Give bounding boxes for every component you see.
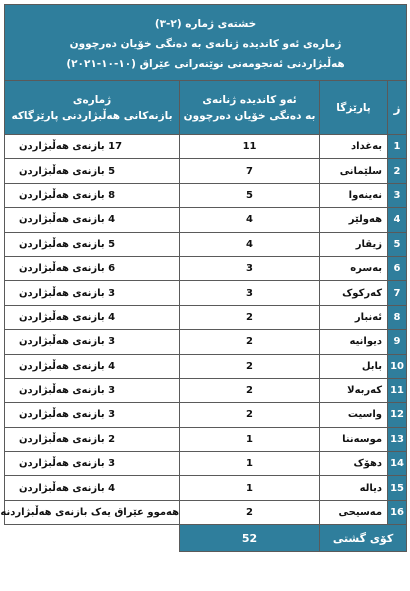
row-candidates: 5 [180,183,320,207]
row-index: 9 [388,330,407,354]
row-index: 13 [388,427,407,451]
row-candidates: 2 [180,500,320,524]
row-districts [5,403,180,427]
row-index: 8 [388,305,407,329]
row-districts [5,183,180,207]
table-row [5,354,407,378]
column-header-districts [5,81,180,135]
table-row [5,500,407,524]
row-index: 15 [388,476,407,500]
row-candidates: 3 [180,256,320,280]
row-index: 6 [388,256,407,280]
row-index: 12 [388,403,407,427]
row-province: موسەننا [320,427,388,451]
row-index: 11 [388,378,407,402]
row-province: بەغداد [320,135,388,159]
row-candidates: 1 [180,452,320,476]
row-candidates: 1 [180,427,320,451]
row-districts-text: 4 بازنەی هەڵبژاردن [19,482,116,494]
row-candidates: 2 [180,378,320,402]
table-row [5,476,407,500]
districts-header-line-2: بازنەکانی هەڵبژاردنی پارێزگاکە [11,109,173,122]
table-body [0,135,407,525]
row-index: 2 [388,159,407,183]
table-row [5,330,407,354]
row-index: 10 [388,354,407,378]
table-row [5,427,407,451]
row-districts [5,330,180,354]
row-candidates: 7 [180,159,320,183]
row-candidates: 2 [180,330,320,354]
row-candidates: 2 [180,354,320,378]
row-province: سلێمانی [320,159,388,183]
row-province: دهۆک [320,452,388,476]
table-row [5,305,407,329]
total-label: کۆی گشتی [320,525,407,552]
table-row [5,232,407,256]
table-row [5,135,407,159]
row-index: 14 [388,452,407,476]
total-blank-cell [5,525,180,552]
row-districts-text: هەموو عێراق یەک بازنەی هەڵبژاردنە [0,507,180,519]
row-districts [5,135,180,159]
row-province: مەسیحی [320,500,388,524]
row-province: دیوانیە [320,330,388,354]
row-candidates: 4 [180,208,320,232]
row-districts [5,159,180,183]
column-header-index: ز [388,81,407,135]
table-row [5,159,407,183]
row-districts-text: 6 بازنەی هەڵبژاردن [19,263,116,275]
row-districts-text: 4 بازنەی هەڵبژاردن [19,360,116,372]
districts-header-line-1: ژمارەی [72,93,112,106]
row-districts-text: 4 بازنەی هەڵبژاردن [19,311,116,323]
row-index: 1 [388,135,407,159]
row-districts-text: 8 بازنەی هەڵبژاردن [19,189,116,201]
table-wrapper [0,4,406,552]
row-districts [0,500,180,524]
table-row [5,208,407,232]
table-row [5,281,407,305]
row-candidates: 3 [180,281,320,305]
row-province: ئەنبار [320,305,388,329]
row-districts-text: 5 بازنەی هەڵبژاردن [19,165,116,177]
row-districts [5,208,180,232]
table-row [5,378,407,402]
total-row [5,525,407,552]
column-header-province: پارێزگا [320,81,388,135]
row-districts [5,354,180,378]
total-value: 52 [180,525,320,552]
row-candidates: 2 [180,305,320,329]
table-row [5,452,407,476]
row-districts [5,452,180,476]
row-province: دیالە [320,476,388,500]
table-row [5,403,407,427]
row-province: هەولێر [320,208,388,232]
row-districts [5,232,180,256]
row-districts [5,256,180,280]
row-districts [5,378,180,402]
table-row [5,183,407,207]
row-districts-text: 17 بازنەی هەڵبژاردن [19,141,123,153]
row-province: بابل [320,354,388,378]
row-province: نەینەوا [320,183,388,207]
row-districts [5,281,180,305]
row-districts-text: 3 بازنەی هەڵبژاردن [19,458,116,470]
row-candidates: 2 [180,403,320,427]
row-province: زیقار [320,232,388,256]
title-line-1: خشتەی ژمارە (٢-٣) [154,17,257,30]
title-line-2: ژمارەی ئەو کاندیدە ژنانەی بە دەنگی خۆیان دەرچوون [69,37,342,50]
row-index: 16 [388,500,407,524]
row-index: 7 [388,281,407,305]
column-header-candidates [180,81,320,135]
row-districts-text: 3 بازنەی هەڵبژاردن [19,385,116,397]
row-index: 4 [388,208,407,232]
row-districts-text: 3 بازنەی هەڵبژاردن [19,336,116,348]
row-districts-text: 3 بازنەی هەڵبژاردن [19,287,116,299]
row-candidates: 4 [180,232,320,256]
row-candidates: 1 [180,476,320,500]
row-districts [5,476,180,500]
row-index: 3 [388,183,407,207]
row-districts [5,305,180,329]
women-candidates-table [0,4,407,552]
row-province: کەرکوک [320,281,388,305]
row-index: 5 [388,232,407,256]
row-province: کەربەلا [320,378,388,402]
row-districts-text: 4 بازنەی هەڵبژاردن [19,214,116,226]
candidates-header-line-1: ئەو کاندیدە ژنانەی [202,93,297,106]
row-districts-text: 5 بازنەی هەڵبژاردن [19,238,116,250]
candidates-header-line-2: بە دەنگی خۆیان دەرچوون [183,109,316,122]
row-candidates: 11 [180,135,320,159]
table-title [5,5,407,81]
row-districts-text: 2 بازنەی هەڵبژاردن [19,433,116,445]
row-province: واسیت [320,403,388,427]
row-districts [5,427,180,451]
title-line-3: هەڵبژاردنی ئەنجومەنی نوێنەرانی عێراق (١٠-١٠-٢٠٢١) [66,57,345,70]
row-province: بەسرە [320,256,388,280]
row-districts-text: 3 بازنەی هەڵبژاردن [19,409,116,421]
table-row [5,256,407,280]
